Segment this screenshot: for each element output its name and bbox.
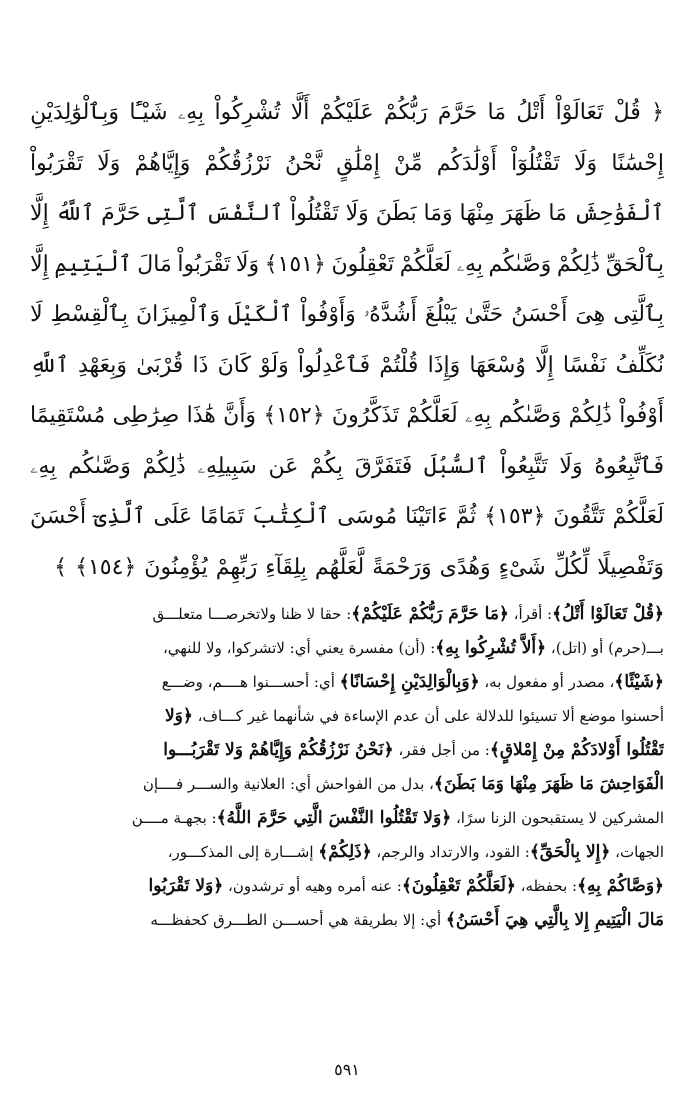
quoted-verse-fragment: ﴿مَا حَرَّمَ رَبُّكُمْ عَلَيْكُمْ﴾	[351, 604, 509, 624]
verse-word: ذَٰلِكُمْ	[556, 251, 601, 277]
verse-word: أَتْلُ	[516, 100, 546, 125]
quoted-verse-fragment: ﴿شَيْئًا﴾	[614, 672, 664, 692]
verse-line	[30, 88, 664, 139]
verse-word: وَمَا	[423, 201, 453, 226]
verse-word: عَلَى	[153, 504, 193, 529]
verse-word: وَأَنَّ	[223, 403, 257, 428]
verse-line	[30, 543, 664, 594]
verse-word: أَشُدَّهُۥ	[363, 302, 417, 327]
verse-word: ﴿١٥٣﴾	[484, 504, 546, 529]
verse-line	[30, 492, 664, 543]
verse-word: بِهِۦ	[177, 100, 205, 125]
verse-word: رَبِّهِمْ	[215, 554, 258, 580]
verse-word: تَعْقِلُونَ	[331, 251, 395, 277]
verse-word: وَهُدًى	[439, 554, 491, 580]
commentary-text: : بجهـة مــــن	[131, 809, 217, 827]
verse-word: سَبِيلِهِۦ	[197, 453, 257, 479]
tafsir-line	[30, 767, 664, 801]
verse-word: مَا	[487, 100, 507, 125]
verse-word: نَّحْنُ	[285, 150, 323, 176]
tafsir-line	[30, 869, 664, 903]
verse-word: ﴿١٥١﴾	[264, 251, 326, 277]
verse-word: يَبْلُغَ	[424, 302, 457, 327]
quoted-verse-fragment: تَقْتُلُوا أَوْلادَكُمْ مِنْ إِمْلاقٍ﴾	[489, 740, 664, 760]
verse-word: بِٱلْحَقِّ	[605, 251, 664, 277]
verse-word: وَتَفْصِيلًا	[597, 554, 664, 580]
verse-word: ثُمَّ	[455, 504, 477, 529]
verse-word: إِمْلَٰقٍ	[336, 150, 380, 176]
verse-word: وَلَا	[573, 150, 598, 176]
verse-word: هِىَ	[575, 302, 606, 327]
verse-word: ٱلسُّبُلَ	[423, 453, 489, 479]
verse-word: بِلِقَآءِ	[265, 554, 307, 580]
verse-word: وَصَّىٰكُم	[488, 251, 552, 277]
page-number: ٥٩١	[334, 1060, 360, 1079]
verse-word: عَلَيْكُمْ	[319, 100, 374, 125]
verse-word: نُكَلِّفُ	[615, 352, 664, 378]
verse-word: ٱللَّهِ	[30, 352, 69, 378]
commentary-text: الجهات،	[610, 843, 664, 861]
tafsir-commentary	[30, 597, 664, 937]
verse-word: وَلَا	[345, 201, 369, 226]
verse-word: وَصَّىٰكُم	[498, 403, 562, 428]
verse-word: لَعَلَّكُمْ	[406, 403, 458, 428]
verse-word: بِٱلَّتِى	[613, 302, 664, 327]
verse-word: تَذَكَّرُونَ	[331, 403, 399, 428]
verse-word: وَصَّىٰكُم	[68, 453, 131, 479]
verse-word: مَا	[548, 201, 567, 226]
quoted-verse-fragment: ﴿وَصَّاكُمْ بِهِ﴾	[577, 876, 664, 896]
quoted-verse-fragment: ﴿نَحْنُ نَرْزُقُكُمْ وَإِيَّاهُمْ وَلا تَقْرَبُـــوا	[163, 740, 394, 760]
verse-word: عَن	[268, 453, 299, 479]
verse-word: تَمَامًا	[200, 504, 245, 529]
quoted-verse-fragment: ﴿ذَلِكُمْ﴾	[318, 842, 372, 862]
verse-word: وَلَا	[559, 453, 583, 479]
verse-word: مَالَ	[137, 251, 172, 277]
verse-word: قُرْبَىٰ	[136, 352, 184, 378]
quoted-verse-fragment: ﴿إِلا بِالْحَقِّ﴾	[529, 842, 611, 862]
verse-line	[30, 290, 664, 341]
commentary-text: : من أجل فقر،	[393, 741, 490, 759]
verse-word: ٱلَّذِىٓ	[93, 504, 146, 529]
verse-word: لَّعَلَّهُم	[314, 554, 365, 580]
verse-word: ذَا	[192, 352, 209, 378]
verse-word: إِحْسَٰنًا	[611, 150, 664, 176]
verse-word: لَعَلَّكُمْ	[399, 251, 452, 277]
commentary-text: أي: إلا بطريقة هي أحســـن الطـــرق كحفظـــه	[150, 911, 446, 929]
verse-word: بِٱلْقِسْطِ	[50, 302, 128, 327]
quoted-verse-fragment: ﴿وَبِالْوَالِدَيْنِ إِحْسَانًا﴾	[339, 672, 480, 692]
verse-word: ٱلْكِتَٰبَ	[252, 504, 330, 529]
verse-word: ءَاتَيْنَا	[405, 504, 448, 529]
verse-word: تَتَّقُونَ	[553, 504, 605, 529]
tafsir-line	[30, 903, 664, 937]
verse-word: أَلَّا	[290, 100, 310, 125]
verse-word: ٱللَّهُ	[55, 201, 95, 226]
commentary-text: إشـــارة إلى المذكـــور،	[167, 843, 319, 861]
verse-word: بِهِۦ	[465, 403, 492, 428]
verse-word: تَقْتُلُواْ	[290, 201, 339, 226]
verse-word: بِكُمْ	[310, 453, 344, 479]
verse-word: مُسْتَقِيمًا	[30, 403, 106, 428]
verse-word: هَٰذَا	[186, 403, 216, 428]
verse-word: كَانَ	[217, 352, 251, 378]
tafsir-line	[30, 835, 664, 869]
verse-word: ٱلنَّفْسَ	[205, 201, 284, 226]
verse-word: فَتَفَرَّقَ	[354, 453, 413, 479]
verse-word: حَتَّىٰ	[464, 302, 504, 327]
verse-word: لَا	[30, 302, 43, 327]
verse-word: أَحْسَنُ	[511, 302, 568, 327]
verse-word: ٱلَّتِى	[147, 201, 199, 226]
verse-word: أَوْلَٰدَكُم	[436, 150, 497, 176]
verse-word: حَرَّمَ	[437, 100, 478, 125]
verse-word: وَرَحْمَةً	[372, 554, 432, 580]
verse-word: وَلَا	[235, 251, 260, 277]
verse-word: شَيْـًٔا	[129, 100, 168, 125]
quoted-verse-fragment: ﴿وَلا تَقْرَبُوا	[148, 876, 224, 896]
verse-word: إِلَّا	[535, 352, 554, 378]
verse-word: نَرْزُقُكُمْ	[204, 150, 271, 176]
verse-word: نَفْسًا	[562, 352, 607, 378]
verse-word: أَوْفُواْ	[619, 403, 664, 428]
verse-word: شَىْءٍ	[498, 554, 546, 580]
verse-word: رَبُّكُمْ	[383, 100, 428, 125]
verse-word: مِنْهَا	[459, 201, 495, 226]
verse-word: ظَهَرَ	[501, 201, 542, 226]
commentary-text: : بحفظه،	[515, 877, 578, 895]
commentary-text: بـــ(حرم) أو (اتل)،	[546, 639, 664, 657]
verse-word: بِهِۦ	[456, 251, 483, 277]
verse-word: وَلَوْ	[260, 352, 289, 378]
commentary-text: : حقا لا ظنا ولاتخرصـــا متعلـــق	[152, 605, 352, 623]
verse-word: تَعَالَوْاْ	[555, 100, 604, 125]
verse-word: ذَٰلِكُمْ	[142, 453, 186, 479]
verse-word: وَٱلْمِيزَانَ	[135, 302, 220, 327]
quoted-verse-fragment: ﴿قُلْ تَعَالَوْا أَتْلُ﴾	[552, 604, 664, 624]
quoted-verse-fragment: ﴿وَلا تَقْتُلُوا النَّفْسَ الَّتِي حَرَّمَ اللَّهُ﴾	[216, 808, 452, 828]
verse-word: ﴾	[54, 554, 68, 580]
commentary-text: : عنه أمره وهيه أو ترشدون،	[223, 877, 402, 895]
quoted-verse-fragment: مَالَ الْيَتِيمِ إِلا بِالَّتِي هِيَ أَحْسَنُ﴾	[445, 910, 664, 930]
verse-word: ﴿١٥٢﴾	[263, 403, 325, 428]
verse-word: قُلْتُمْ	[379, 352, 419, 378]
verse-word: وَإِذَا	[427, 352, 461, 378]
verse-word: حَرَّمَ	[101, 201, 141, 226]
commentary-text: المشركين لا يستقبحون الزنا سرًا،	[451, 809, 664, 827]
verse-word: تَقْرَبُواْ	[30, 150, 84, 176]
verse-word: يُؤْمِنُونَ	[144, 554, 208, 580]
quran-verses	[30, 88, 664, 593]
commentary-text: أحسنوا موضع ألا تسيئوا للدلالة على أن عدم الإساءة في شأنهما غير كـــاف،	[192, 707, 664, 725]
verse-word: فَٱعْدِلُواْ	[297, 352, 371, 378]
commentary-text: : (أن) مفسرة يعني أي: لاتشركوا، ولا للنهي،	[162, 639, 436, 657]
verse-word: ٱلْكَيْلَ	[227, 302, 293, 327]
quoted-verse-fragment: ﴿لَعَلَّكُمْ تَعْقِلُونَ﴾	[401, 876, 516, 896]
verse-line	[30, 442, 664, 493]
verse-word: إِلَّا	[30, 251, 49, 277]
verse-word: وُسْعَهَا	[469, 352, 526, 378]
verse-word: إِلَّا	[30, 201, 49, 226]
verse-word: لِّكُلِّ	[553, 554, 590, 580]
verse-word: تُشْرِكُواْ	[214, 100, 281, 125]
verse-word: تَتَّبِعُواْ	[500, 453, 548, 479]
verse-line	[30, 391, 664, 442]
quoted-verse-fragment: الْفَوَاحِشَ مَا ظَهَرَ مِنْهَا وَمَا بَطَنَ﴾	[433, 774, 664, 794]
verse-word: مُوسَى	[337, 504, 398, 529]
verse-word: بِهِۦ	[30, 453, 57, 479]
verse-word: تَقْتُلُوٓاْ	[511, 150, 560, 176]
tafsir-line	[30, 801, 664, 835]
verse-line	[30, 189, 664, 240]
verse-word: وَبِٱلْوَٰلِدَيْنِ	[30, 100, 119, 125]
quoted-verse-fragment: ﴿وَلا	[164, 706, 193, 726]
verse-word: تَقْرَبُواْ	[177, 251, 231, 277]
tafsir-line	[30, 597, 664, 631]
verse-word: ٱلْفَوَٰحِشَ	[573, 201, 664, 226]
verse-word: وَبِعَهْدِ	[77, 352, 128, 378]
verse-word: فَٱتَّبِعُوهُ	[594, 453, 664, 479]
verse-word: قُلْ	[613, 100, 641, 125]
verse-word: مِّنْ	[394, 150, 423, 176]
tafsir-line	[30, 631, 664, 665]
verse-word: وَإِيَّاهُمْ	[134, 150, 191, 176]
commentary-text: ، بدل من الفواحش أي: العلانية والســـر فــــإن	[142, 775, 434, 793]
verse-word: ٱلْيَتِيمِ	[54, 251, 132, 277]
tafsir-line	[30, 699, 664, 733]
verse-line	[30, 341, 664, 392]
verse-word: ذَٰلِكُمْ	[568, 403, 612, 428]
verse-word: ﴿١٥٤﴾	[75, 554, 137, 580]
verse-word: بَطَنَ	[375, 201, 417, 226]
verse-word: أَحْسَنَ	[30, 504, 87, 529]
tafsir-line	[30, 665, 664, 699]
verse-word: وَلَا	[97, 150, 121, 176]
commentary-text: : القود، والارتداد والرجم،	[371, 843, 530, 861]
verse-line	[30, 139, 664, 190]
verse-line	[30, 240, 664, 291]
verse-word: ﴿	[651, 100, 664, 125]
quoted-verse-fragment: ﴿أَلاَّ تُشْرِكُوا بِهِ﴾	[435, 638, 547, 658]
commentary-text: ، مصدر أو مفعول به،	[479, 673, 615, 691]
verse-word: وَأَوْفُواْ	[300, 302, 356, 327]
commentary-text: : أقرأ،	[508, 605, 553, 623]
verse-word: لَعَلَّكُمْ	[612, 504, 664, 529]
verse-word: صِرَٰطِى	[112, 403, 180, 428]
commentary-text: أي: أحســـنوا هــــم، وضـــع	[161, 673, 340, 691]
tafsir-line	[30, 733, 664, 767]
